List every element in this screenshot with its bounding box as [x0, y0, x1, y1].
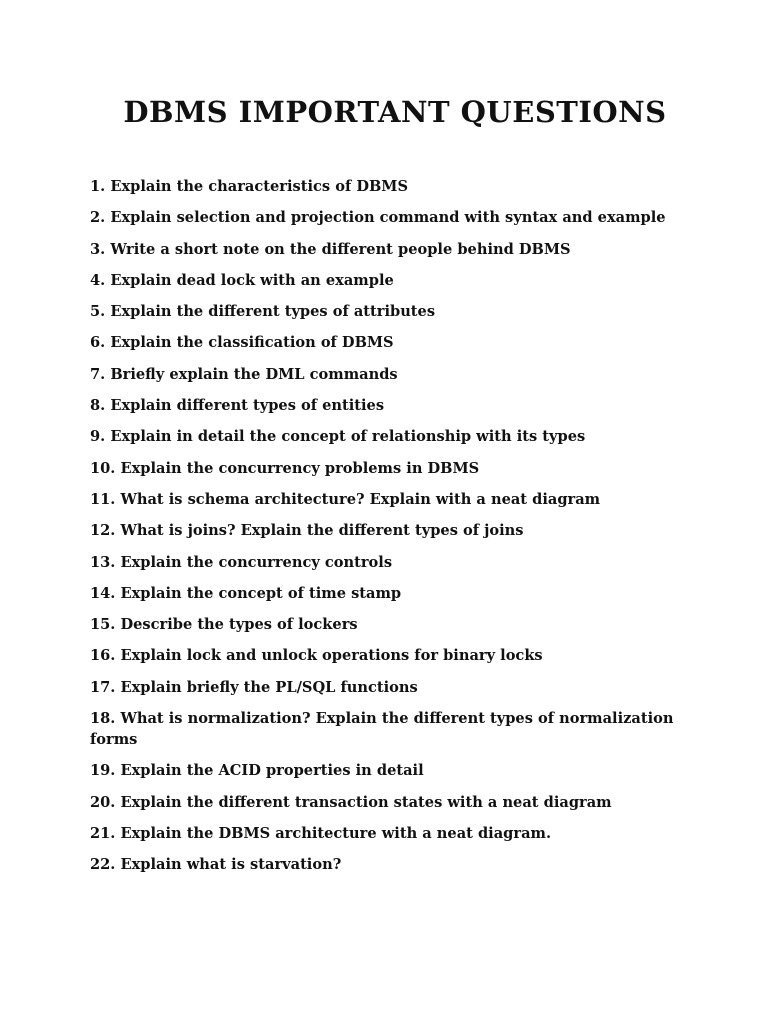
question-item: 11. What is schema architecture? Explain with a neat diagram [90, 490, 601, 508]
question-item: 2. Explain selection and projection command with syntax and example [90, 209, 666, 227]
question-item: 16. Explain lock and unlock operations for binary locks [90, 647, 543, 665]
question-item: 4. Explain dead lock with an example [90, 271, 394, 289]
question-item: 21. Explain the DBMS architecture with a neat diagram. [90, 824, 552, 842]
question-list [90, 176, 690, 886]
question-item: 8. Explain different types of entities [90, 397, 385, 415]
question-item: 19. Explain the ACID properties in detail [90, 762, 424, 780]
question-item: 9. Explain in detail the concept of relationship with its types [90, 428, 586, 446]
question-item: 13. Explain the concurrency controls [90, 553, 393, 571]
page-title: DBMS IMPORTANT QUESTIONS [123, 95, 667, 129]
question-item: 20. Explain the different transaction states with a neat diagram [90, 793, 612, 811]
question-item: 14. Explain the concept of time stamp [90, 584, 402, 602]
question-item: 6. Explain the classification of DBMS [90, 334, 394, 352]
question-item: 17. Explain briefly the PL/SQL functions [90, 678, 418, 696]
question-item: 15. Describe the types of lockers [90, 616, 358, 634]
question-item: 22. Explain what is starvation? [90, 856, 342, 874]
question-item: 18. What is normalization? Explain the different types of normalization forms [90, 710, 674, 749]
question-item: 5. Explain the different types of attributes [90, 303, 436, 321]
question-item: 12. What is joins? Explain the different types of joins [90, 522, 524, 540]
question-item: 3. Write a short note on the different people behind DBMS [90, 240, 571, 258]
question-item: 10. Explain the concurrency problems in DBMS [90, 459, 480, 477]
question-item: 7. Briefly explain the DML commands [90, 365, 398, 383]
question-item: 1. Explain the characteristics of DBMS [90, 178, 408, 195]
